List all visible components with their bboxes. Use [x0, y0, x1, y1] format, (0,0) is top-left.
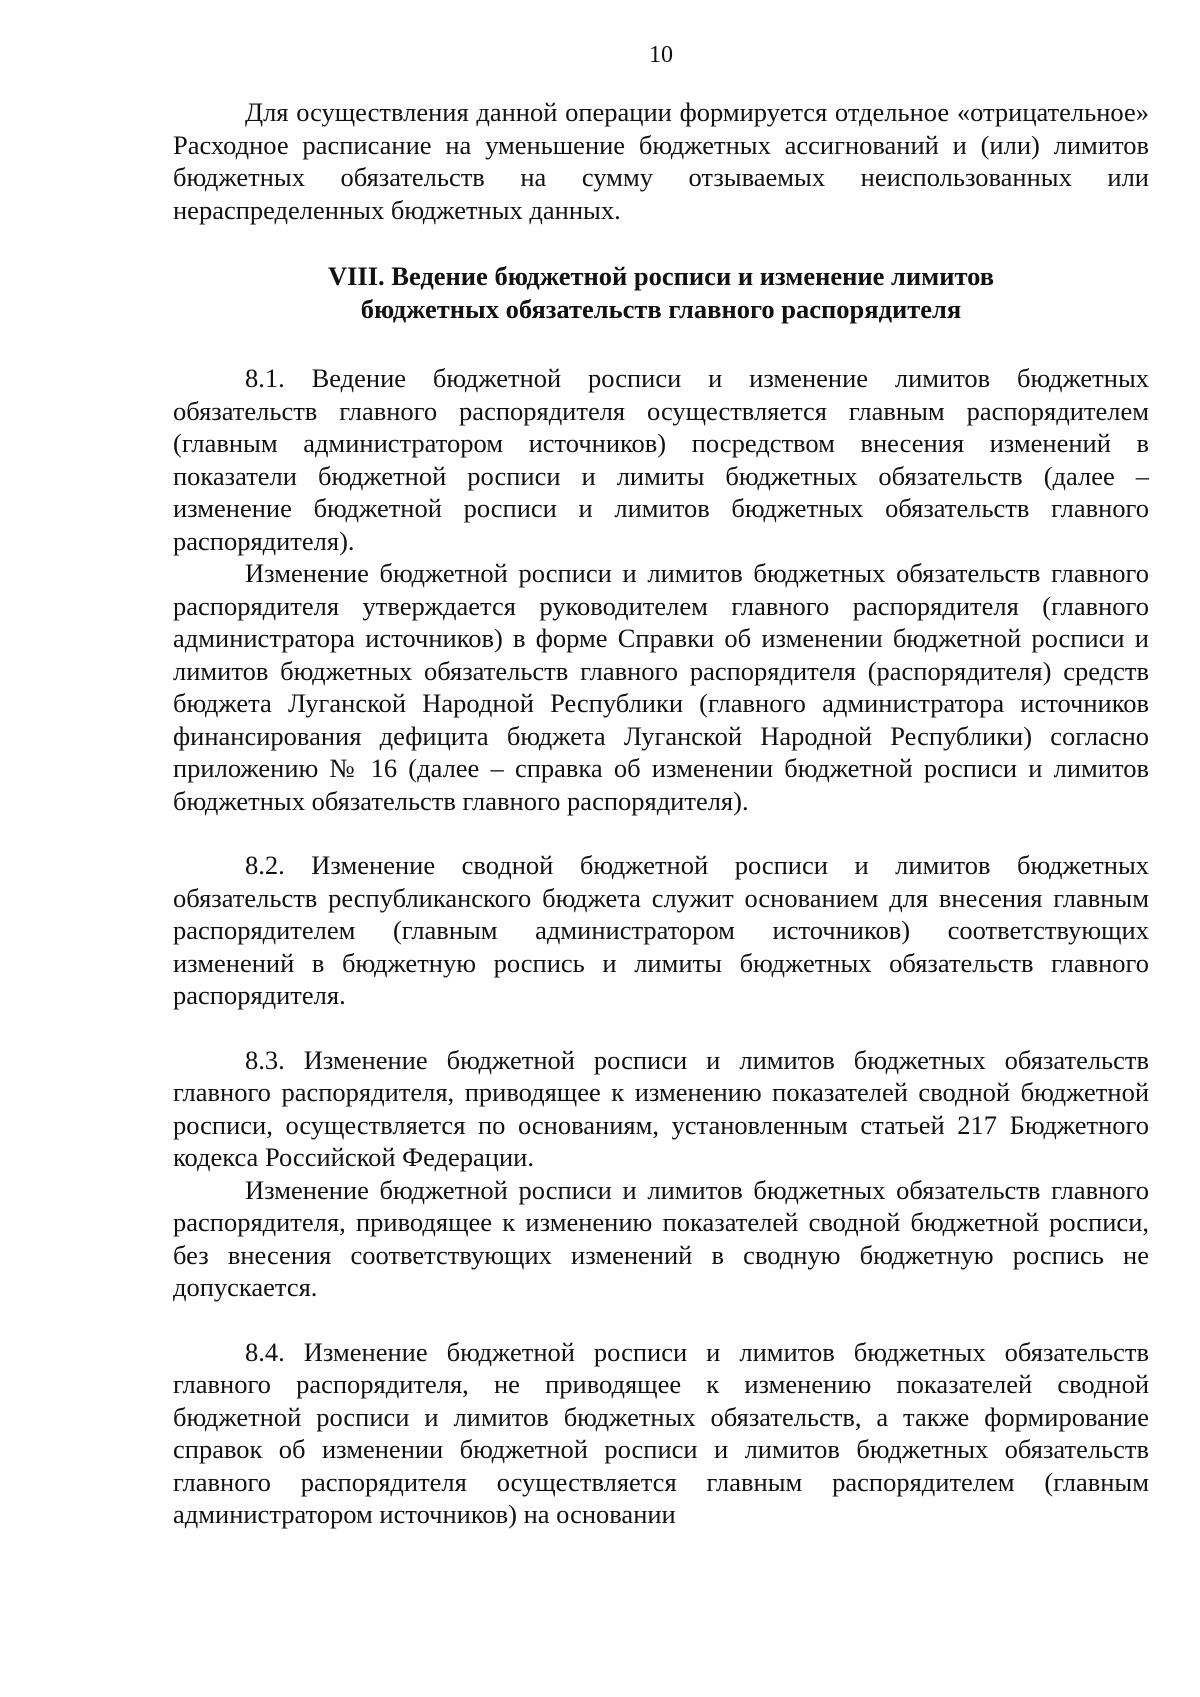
paragraph-8-4: 8.4. Изменение бюджетной росписи и лимитов бюджетных обязательств главного распорядителя, не приводящее к изменению показателей сводной бюджетной росписи и лимитов бюджетных обязательств, а также формирование справок об изменении бюджетной росписи и лимитов бюджетных обязательств главного распорядителя осуществляется главным распорядителем (главным администратором источников) на основании [173, 1336, 1149, 1529]
section-heading [173, 260, 1149, 326]
paragraph-gap [173, 1012, 1149, 1044]
paragraph-gap [173, 817, 1149, 849]
section-title-line-2: бюджетных обязательств главного распорядителя [360, 294, 962, 324]
paragraph-8-3: 8.3. Изменение бюджетной росписи и лимитов бюджетных обязательств главного распорядителя, приводящее к изменению показателей сводной бюджетной росписи, осуществляется по основаниям, установленным статьей 217 Бюджетного кодекса Российской Федерации. [173, 1044, 1149, 1172]
paragraph-8-1: 8.1. Ведение бюджетной росписи и изменение лимитов бюджетных обязательств главного распорядителя осуществляется главным распорядителем (главным администратором источников) посредством внесения изменений в показатели бюджетной росписи и лимиты бюджетных обязательств (далее – изменение бюджетной росписи и лимитов бюджетных обязательств главного распорядителя). [173, 363, 1149, 556]
paragraph-8-1-continued: Изменение бюджетной росписи и лимитов бюджетных обязательств главного распорядителя утверждается руководителем главного распорядителя (главного администратора источников) в форме Справки об изменении бюджетной росписи и лимитов бюджетных обязательств главного распорядителя (распорядителя) средств бюджета Луганской Народной Республики (главного администратора источников финансирования дефицита бюджета Луганской Народной Республики) согласно приложению № 16 (далее – справка об изменении бюджетной росписи и лимитов бюджетных обязательств главного распорядителя). [173, 558, 1149, 816]
paragraph-8-3-continued: Изменение бюджетной росписи и лимитов бюджетных обязательств главного распорядителя, приводящее к изменению показателей сводной бюджетной росписи, без внесения соответствующих изменений в сводную бюджетную роспись не допускается. [173, 1174, 1149, 1302]
paragraph-8-2: 8.2. Изменение сводной бюджетной росписи и лимитов бюджетных обязательств республиканского бюджета служит основанием для внесения главным распорядителем (главным администратором источников) соответствующих изменений в бюджетную роспись и лимиты бюджетных обязательств главного распорядителя. [173, 850, 1149, 1010]
document-page [173, 40, 1149, 1531]
page-number: 10 [649, 42, 673, 68]
intro-paragraph: Для осуществления данной операции формируется отдельное «отрицательное» Расходное расписание на уменьшение бюджетных ассигнований и (или) лимитов бюджетных обязательств на сумму отзываемых неиспользованных или нераспределенных бюджетных данных. [173, 97, 1149, 225]
section-title-line-1: VIII. Ведение бюджетной росписи и изменение лимитов [327, 261, 995, 291]
paragraph-gap [173, 1304, 1149, 1336]
